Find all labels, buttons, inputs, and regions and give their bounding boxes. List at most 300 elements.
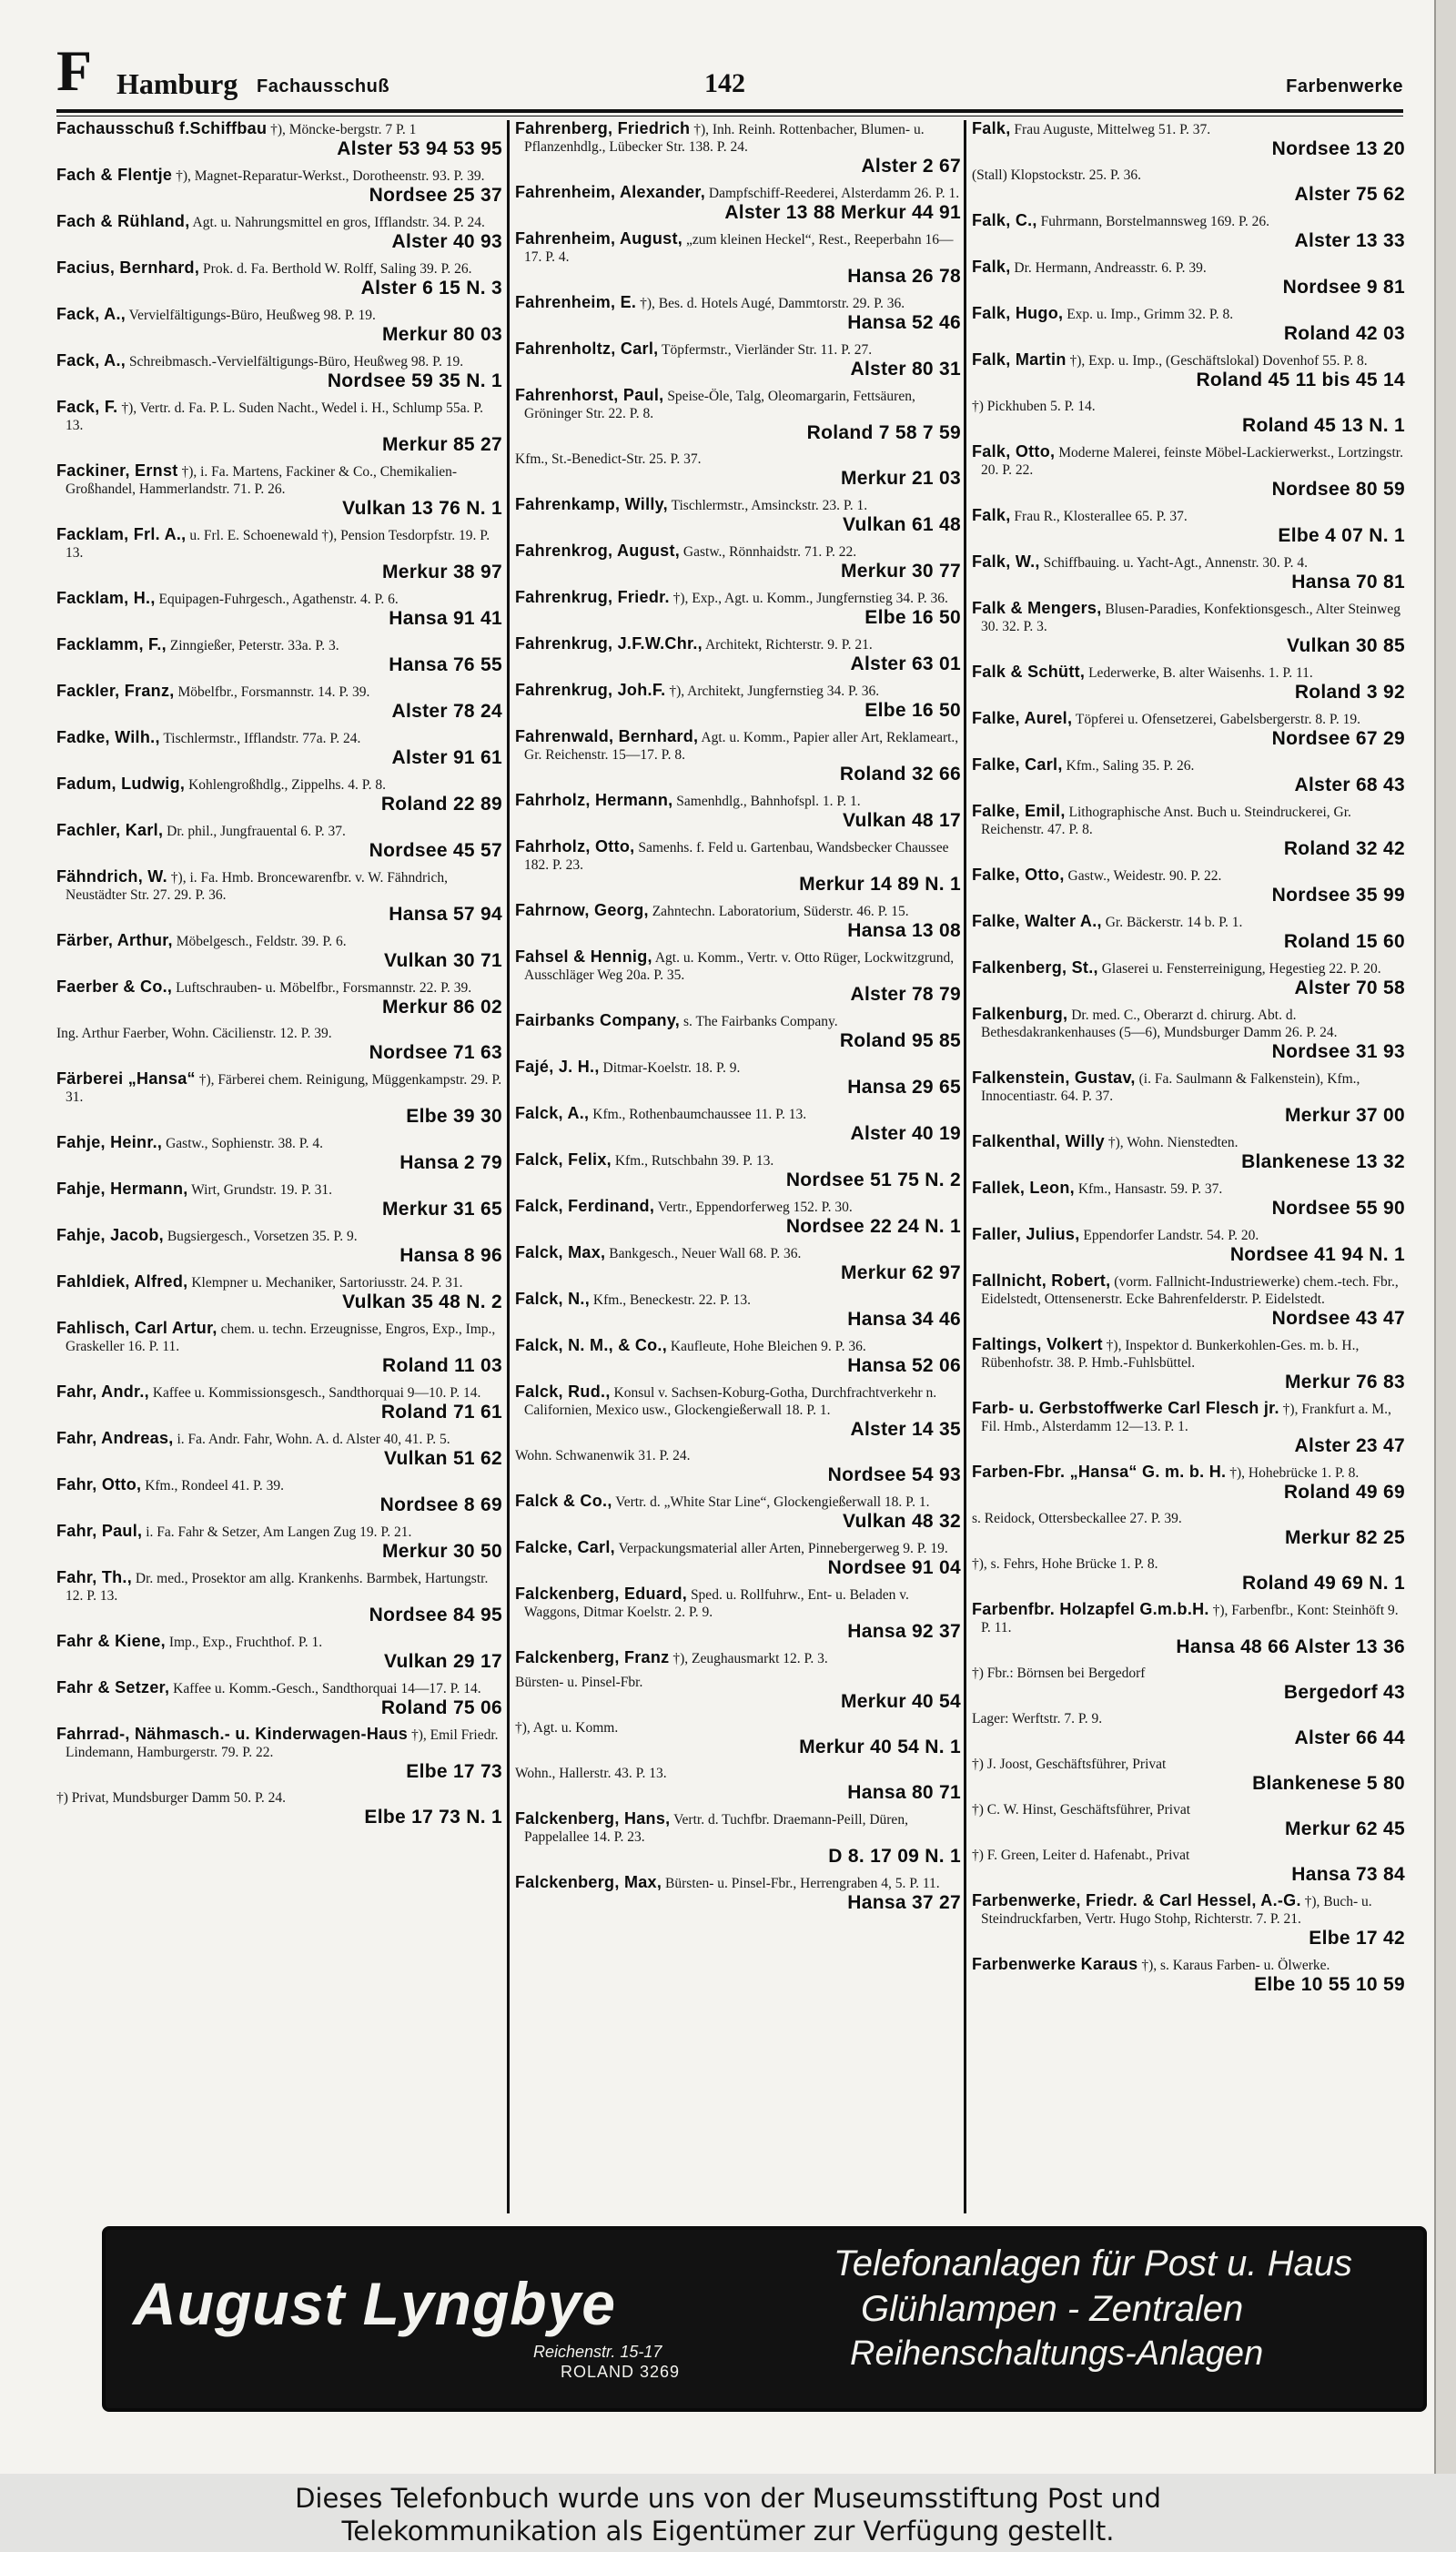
- entry-details: †), i. Fa. Hmb. Broncewarenfbr. v. W. Fähndrich, Neustädter Str. 27. 29. P. 36.: [66, 870, 448, 903]
- entry-name: Falkenberg, St.,: [972, 958, 1098, 977]
- entry-phone: Merkur 40 54 N. 1: [799, 1737, 961, 1757]
- entry-phone: Roland 71 61: [380, 1402, 502, 1423]
- entry-name: Fachler, Karl,: [56, 821, 164, 839]
- ad-service-line: Glühlampen - Zentralen: [861, 2289, 1244, 2329]
- entry-details: (i. Fa. Saulmann & Falkenstein), Kfm., Innocentiastr. 64. P. 37.: [981, 1071, 1360, 1104]
- listing-entry: [56, 729, 502, 769]
- entry-phone: Roland 49 69: [1283, 1482, 1405, 1503]
- listing-entry: [972, 959, 1405, 999]
- listing-entry: [515, 1765, 961, 1804]
- entry-details: Zahntechn. Laboratorium, Süderstr. 46. P. 15.: [652, 904, 909, 919]
- entry-name: Falckenberg, Eduard,: [515, 1585, 688, 1603]
- listing-entry: [972, 1180, 1405, 1220]
- listing-entry: [56, 1523, 502, 1563]
- entry-details: †), Buch- u. Steindruckfarben, Vertr. Hugo Stohp, Richterstr. 7. P. 21.: [981, 1894, 1372, 1927]
- entry-name: Falck & Co.,: [515, 1492, 612, 1510]
- entry-name: Falk, C.,: [972, 211, 1037, 229]
- listing-entry: [515, 230, 961, 288]
- entry-phone: Nordsee 80 59: [1271, 479, 1405, 500]
- entry-details: Kfm., Rothenbaumchaussee 11. P. 13.: [592, 1107, 807, 1122]
- entry-details: Verpackungsmaterial aller Arten, Pinnebergerweg 9. P. 19.: [618, 1541, 948, 1556]
- header-rule: [56, 109, 1403, 113]
- entry-details: †), Emil Friedr. Lindemann, Hamburgerstr. 79. P. 22.: [66, 1727, 499, 1760]
- listing-entry: [56, 1273, 502, 1313]
- entry-name: Fahr, Paul,: [56, 1522, 143, 1540]
- listing-column-3: [972, 120, 1405, 2213]
- entry-name: Fadke, Wilh.,: [56, 728, 160, 746]
- ad-service-line: Telefonanlagen für Post u. Haus: [834, 2243, 1353, 2284]
- entry-details: Equipagen-Fuhrgesch., Agathenstr. 4. P. 6.: [158, 592, 399, 607]
- entry-name: Fahlisch, Carl Artur,: [56, 1319, 217, 1337]
- entry-phone: Merkur 30 77: [840, 561, 961, 582]
- entry-name: Fahrenkrug, J.F.W.Chr.,: [515, 634, 703, 653]
- entry-details: Kohlengroßhdlg., Zippelhs. 4. P. 8.: [188, 777, 387, 793]
- entry-name: Falck, Max,: [515, 1243, 606, 1261]
- entry-details: i. Fa. Fahr & Setzer, Am Langen Zug 19. P. 21.: [146, 1524, 412, 1540]
- footer-line: Dieses Telefonbuch wurde uns von der Museumsstiftung Post und: [295, 2483, 1161, 2514]
- entry-phone: Alster 2 67: [861, 156, 961, 177]
- entry-details: chem. u. techn. Erzeugnisse, Engros, Exp., Imp., Graskeller 16. P. 11.: [66, 1322, 496, 1354]
- entry-name: Facius, Bernhard,: [56, 258, 200, 277]
- entry-details: Agt. u. Komm., Vertr. v. Otto Rüger, Lockwitzgrund, Ausschläger Weg 20a. P. 35.: [524, 950, 955, 983]
- entry-phone: Alster 40 19: [850, 1123, 961, 1144]
- entry-name: Falk, W.,: [972, 552, 1040, 571]
- listing-entry: [515, 838, 961, 896]
- entry-name: Fahrenheim, E.: [515, 293, 637, 311]
- entry-name: Falck, Rud.,: [515, 1382, 611, 1401]
- entry-details: Imp., Exp., Fruchthof. P. 1.: [168, 1635, 323, 1650]
- entry-details: †), Exp., Agt. u. Komm., Jungfernstieg 34. P. 36.: [672, 591, 948, 606]
- entry-phone: Nordsee 84 95: [369, 1605, 502, 1625]
- entry-name: Falck, Ferdinand,: [515, 1197, 655, 1215]
- listing-entry: [56, 1025, 502, 1064]
- listing-entry: [972, 1336, 1405, 1393]
- entry-details: Schiffbauing. u. Yacht-Agt., Annenstr. 30. P. 4.: [1043, 555, 1308, 571]
- listing-entry: [515, 682, 961, 722]
- entry-phone: Nordsee 8 69: [379, 1494, 502, 1515]
- listing-entry: [972, 1956, 1405, 1996]
- entry-details: Tischlermstr., Ifflandstr. 77a. P. 24.: [163, 731, 361, 746]
- entry-phone: Roland 15 60: [1283, 931, 1405, 952]
- entry-name: Falkenburg,: [972, 1005, 1068, 1023]
- entry-phone: Roland 32 66: [839, 764, 961, 785]
- entry-phone: Roland 95 85: [839, 1030, 961, 1051]
- listing-entry: [56, 120, 502, 160]
- entry-details: Lithographische Anst. Buch u. Steindruckerei, Gr. Reichenstr. 47. P. 8.: [981, 805, 1351, 837]
- entry-details: Samenhdlg., Bahnhofspl. 1. P. 1.: [676, 794, 861, 809]
- entry-details: Vertr. d. Tuchfbr. Draemann-Peill, Düren, Pappelallee 14. P. 23.: [524, 1812, 908, 1845]
- entry-phone: Merkur 80 03: [381, 324, 502, 345]
- listing-entry: [515, 1874, 961, 1914]
- listing-entry: [972, 600, 1405, 657]
- entry-details: Ditmar-Koelstr. 18. P. 9.: [602, 1060, 741, 1076]
- entry-details: Gastw., Weidestr. 90. P. 22.: [1067, 868, 1222, 884]
- entry-phone: Alster 78 24: [391, 701, 502, 722]
- entry-phone: Merkur 21 03: [840, 468, 961, 489]
- entry-phone: Hansa 48 66 Alster 13 36: [1176, 1636, 1405, 1657]
- listing-entry: [56, 399, 502, 456]
- entry-phone: Nordsee 54 93: [827, 1464, 961, 1485]
- entry-name: Falk,: [972, 258, 1011, 276]
- listing-entry: [972, 553, 1405, 593]
- listing-entry: [972, 1069, 1405, 1127]
- entry-phone: Nordsee 13 20: [1271, 138, 1405, 159]
- entry-name: Fahje, Jacob,: [56, 1226, 164, 1244]
- listing-entry: [515, 1539, 961, 1579]
- entry-name: Farbenwerke, Friedr. & Carl Hessel, A.-G.: [972, 1891, 1301, 1909]
- entry-details: †) Fbr.: Börnsen bei Bergedorf: [972, 1666, 1146, 1681]
- entry-name: Falkenstein, Gustav,: [972, 1068, 1136, 1087]
- entry-name: Falckenberg, Franz: [515, 1648, 670, 1666]
- listing-entry: [515, 1447, 961, 1486]
- entry-details: Kfm., Saling 35. P. 26.: [1066, 758, 1195, 774]
- listing-entry: [515, 184, 961, 224]
- entry-details: Frau Auguste, Mittelweg 51. P. 37.: [1014, 122, 1211, 137]
- listing-entry: [515, 451, 961, 490]
- entry-name: Fahldiek, Alfred,: [56, 1272, 188, 1291]
- entry-details: †), Wohn. Nienstedten.: [1107, 1135, 1239, 1150]
- listing-entry: [515, 1810, 961, 1868]
- entry-details: Prok. d. Fa. Berthold W. Rolff, Saling 39. P. 26.: [203, 261, 472, 277]
- entry-details: (Stall) Klopstockstr. 25. P. 36.: [972, 167, 1142, 183]
- entry-details: Zinngießer, Peterstr. 33a. P. 3.: [169, 638, 339, 653]
- listing-entry: [972, 258, 1405, 299]
- entry-phone: Hansa 8 96: [399, 1245, 502, 1266]
- listing-entry: [972, 1601, 1405, 1658]
- entry-details: †) F. Green, Leiter d. Hafenabt., Privat: [972, 1848, 1190, 1863]
- entry-details: Kfm., Beneckestr. 22. P. 13.: [592, 1292, 751, 1308]
- listing-entry: [56, 259, 502, 299]
- entry-phone: Roland 22 89: [380, 794, 502, 815]
- entry-name: Falck, N. M., & Co.,: [515, 1336, 668, 1354]
- entry-phone: Roland 45 11 bis 45 14: [1196, 370, 1405, 390]
- listing-entry: [515, 1674, 961, 1713]
- entry-phone: Vulkan 61 48: [842, 514, 961, 535]
- entry-details: †), Bes. d. Hotels Augé, Dammtorstr. 29. P. 36.: [640, 296, 905, 311]
- listing-entry: [515, 1493, 961, 1533]
- entry-phone: Merkur 30 50: [381, 1541, 502, 1562]
- listing-entry: [515, 1383, 961, 1441]
- entry-details: Eppendorfer Landstr. 54. P. 20.: [1083, 1228, 1259, 1243]
- entry-name: Fackiner, Ernst: [56, 461, 178, 480]
- entry-name: Facklam, H.,: [56, 589, 156, 607]
- entry-phone: Merkur 40 54: [840, 1691, 961, 1712]
- entry-name: Falke, Walter A.,: [972, 912, 1102, 930]
- entry-details: Tischlermstr., Amsinckstr. 23. P. 1.: [671, 498, 868, 513]
- listing-entry: [56, 590, 502, 630]
- entry-details: Kfm., Rondeel 41. P. 39.: [145, 1478, 285, 1494]
- entry-details: †), Frankfurt a. M., Fil. Hmb., Alsterdamm 12—13. P. 1.: [981, 1402, 1391, 1434]
- entry-details: Gastw., Sophienstr. 38. P. 4.: [166, 1136, 324, 1151]
- entry-details: Dr. med. C., Oberarzt d. chirurg. Abt. d. Bethesdakrankenhauses (5—6), Mundsburger Damm 26. P. 24.: [981, 1008, 1338, 1040]
- entry-name: Fahrnow, Georg,: [515, 901, 649, 919]
- entry-details: Kfm., St.-Benedict-Str. 25. P. 37.: [515, 451, 702, 467]
- listing-entry: [56, 462, 502, 520]
- entry-phone: Nordsee 91 04: [827, 1557, 961, 1578]
- entry-details: †), s. Fehrs, Hohe Brücke 1. P. 8.: [972, 1556, 1158, 1572]
- entry-phone: Alster 13 88 Merkur 44 91: [724, 202, 961, 223]
- entry-phone: Roland 75 06: [380, 1697, 502, 1718]
- entry-details: Töpfermstr., Vierländer Str. 11. P. 27.: [662, 342, 873, 358]
- listing-entry: [972, 710, 1405, 750]
- listing-entry: [56, 683, 502, 723]
- entry-phone: Blankenese 13 32: [1241, 1151, 1405, 1172]
- entry-details: Luftschrauben- u. Möbelfbr., Forsmannstr. 22. P. 39.: [176, 980, 472, 996]
- entry-phone: Roland 3 92: [1294, 682, 1405, 703]
- entry-details: Bürsten- u. Pinsel-Fbr.: [515, 1675, 643, 1690]
- entry-name: Falk, Martin: [972, 350, 1067, 369]
- entry-name: Fallnicht, Robert,: [972, 1271, 1111, 1290]
- entry-phone: Hansa 52 06: [847, 1355, 961, 1376]
- entry-name: Fahr & Setzer,: [56, 1678, 170, 1696]
- entry-details: Töpferei u. Ofensetzerei, Gabelsbergerstr. 8. P. 19.: [1075, 712, 1360, 727]
- entry-phone: Alster 63 01: [850, 653, 961, 674]
- entry-details: †) J. Joost, Geschäftsführer, Privat: [972, 1757, 1167, 1772]
- entry-details: †), s. Karaus Farben- u. Ölwerke.: [1141, 1958, 1330, 1973]
- entry-phone: Hansa 34 46: [847, 1309, 961, 1330]
- entry-phone: Alster 78 79: [850, 984, 961, 1005]
- entry-phone: Alster 91 61: [391, 747, 502, 768]
- entry-details: †), Exp. u. Imp., (Geschäftslokal) Dovenhof 55. P. 8.: [1069, 353, 1368, 369]
- entry-name: Falke, Aurel,: [972, 709, 1073, 727]
- listing-entry: [972, 1133, 1405, 1173]
- entry-details: i. Fa. Andr. Fahr, Wohn. A. d. Alster 40, 41. P. 5.: [177, 1432, 450, 1447]
- listing-entry: [56, 306, 502, 346]
- listing-entry: [56, 167, 502, 207]
- listing-entry: [972, 120, 1405, 160]
- entry-details: Frau R., Klosterallee 65. P. 37.: [1014, 509, 1188, 524]
- entry-name: Falk,: [972, 120, 1011, 137]
- listing-entry: [515, 635, 961, 675]
- listing-entry: [56, 978, 502, 1018]
- entry-phone: Nordsee 67 29: [1271, 728, 1405, 749]
- entry-phone: Merkur 37 00: [1284, 1105, 1405, 1126]
- entry-name: Fadum, Ludwig,: [56, 775, 186, 793]
- listing-entry: [972, 1710, 1405, 1749]
- listing-entry: [515, 1151, 961, 1191]
- entry-name: Fack, F.: [56, 398, 118, 416]
- entry-details: s. The Fairbanks Company.: [683, 1014, 838, 1029]
- entry-phone: Alster 53 94 53 95: [337, 138, 502, 159]
- entry-phone: Vulkan 30 71: [383, 950, 502, 971]
- listing-entry: [515, 1058, 961, 1099]
- entry-phone: Vulkan 51 62: [383, 1448, 502, 1469]
- entry-details: s. Reidock, Ottersbeckallee 27. P. 39.: [972, 1511, 1182, 1526]
- listing-entry: [515, 387, 961, 444]
- listing-entry: [972, 507, 1405, 547]
- entry-details: Lager: Werftstr. 7. P. 9.: [972, 1711, 1103, 1727]
- entry-details: Bürsten- u. Pinsel-Fbr., Herrengraben 4, 5. P. 11.: [665, 1876, 940, 1891]
- entry-name: Fahrenkamp, Willy,: [515, 495, 668, 513]
- entry-phone: Hansa 73 84: [1291, 1864, 1405, 1885]
- entry-details: Kaffee u. Kommissionsgesch., Sandthorquai 9—10. P. 14.: [152, 1385, 481, 1401]
- listing-entry: [515, 902, 961, 942]
- entry-details: Möbelfbr., Forsmannstr. 14. P. 39.: [177, 684, 370, 700]
- entry-details: †) Pickhuben 5. P. 14.: [972, 399, 1096, 414]
- entry-phone: Nordsee 31 93: [1271, 1041, 1405, 1062]
- ad-phone: ROLAND 3269: [561, 2363, 681, 2381]
- entry-name: Faltings, Volkert: [972, 1335, 1103, 1353]
- entry-name: Falk & Mengers,: [972, 599, 1102, 617]
- listing-entry: [56, 932, 502, 972]
- entry-name: Fahrenberg, Friedrich: [515, 120, 691, 137]
- listing-entry: [972, 1892, 1405, 1949]
- entry-phone: Nordsee 43 47: [1271, 1308, 1405, 1329]
- entry-phone: Bergedorf 43: [1283, 1682, 1405, 1703]
- entry-phone: Merkur 62 97: [840, 1262, 961, 1283]
- listing-entry: [972, 398, 1405, 437]
- entry-details: Möbelgesch., Feldstr. 39. P. 6.: [176, 934, 347, 949]
- entry-name: Falke, Carl,: [972, 755, 1063, 774]
- entry-phone: Elbe 17 73 N. 1: [364, 1807, 502, 1828]
- entry-details: Ing. Arthur Faerber, Wohn. Cäcilienstr. 12. P. 39.: [56, 1026, 332, 1041]
- entry-phone: Roland 49 69 N. 1: [1242, 1573, 1405, 1594]
- entry-details: Exp. u. Imp., Grimm 32. P. 8.: [1067, 307, 1234, 322]
- entry-phone: Hansa 80 71: [847, 1782, 961, 1803]
- entry-phone: Elbe 39 30: [406, 1106, 502, 1127]
- listing-entry: [56, 1679, 502, 1719]
- column-divider: [507, 120, 510, 2213]
- listing-entry: [56, 1383, 502, 1423]
- entry-details: Blusen-Paradies, Konfektionsgesch., Alter Steinweg 30. 32. P. 3.: [981, 602, 1400, 634]
- listing-entry: [972, 1272, 1405, 1330]
- listing-column-2: [515, 120, 961, 2213]
- entry-name: Falckenberg, Max,: [515, 1873, 662, 1891]
- listing-entry: [515, 120, 961, 177]
- entry-name: Färberei „Hansa“: [56, 1069, 196, 1088]
- entry-name: Fackler, Franz,: [56, 682, 175, 700]
- entry-name: Farb- u. Gerbstoffwerke Carl Flesch jr.: [972, 1399, 1279, 1417]
- entry-name: Falckenberg, Hans,: [515, 1809, 671, 1828]
- entry-details: Glaserei u. Fensterreinigung, Hegestieg 22. P. 20.: [1101, 961, 1381, 977]
- listing-entry: [56, 1430, 502, 1470]
- listing-entry: [515, 728, 961, 785]
- entry-phone: Merkur 62 45: [1284, 1818, 1405, 1839]
- listing-entry: [515, 792, 961, 832]
- entry-name: Faerber & Co.,: [56, 977, 173, 996]
- entry-phone: Hansa 37 27: [847, 1892, 961, 1913]
- entry-details: Fuhrmann, Borstelmannsweg 169. P. 26.: [1040, 214, 1270, 229]
- listing-entry: [56, 352, 502, 392]
- entry-phone: Vulkan 35 48 N. 2: [342, 1291, 502, 1312]
- entry-details: †), Farbenfbr., Kont: Steinhöft 9. P. 11.: [981, 1603, 1399, 1636]
- entry-name: Fahrenwald, Bernhard,: [515, 727, 699, 745]
- entry-name: Fahr, Th.,: [56, 1568, 133, 1586]
- entry-name: Fachausschuß f.Schiffbau: [56, 120, 268, 137]
- listing-entry: [972, 212, 1405, 252]
- entry-phone: Alster 13 33: [1294, 230, 1405, 251]
- listing-entry: [972, 1665, 1405, 1704]
- entry-phone: Merkur 85 27: [381, 434, 502, 455]
- entry-details: u. Frl. E. Schoenewald †), Pension Tesdorpfstr. 19. P. 13.: [66, 528, 490, 561]
- entry-phone: Hansa 57 94: [389, 904, 502, 925]
- entry-phone: Nordsee 35 99: [1271, 885, 1405, 906]
- last-entry-keyword: Farbenwerke: [1286, 76, 1403, 96]
- entry-details: Bugsiergesch., Vorsetzen 35. P. 9.: [167, 1229, 358, 1244]
- entry-phone: Elbe 16 50: [864, 607, 961, 628]
- listing-entry: [515, 542, 961, 582]
- entry-details: †), Magnet-Reparatur-Werkst., Dorotheenstr. 93. P. 39.: [176, 168, 485, 184]
- entry-name: Falcke, Carl,: [515, 1538, 615, 1556]
- entry-details: Konsul v. Sachsen-Koburg-Gotha, Durchfrachtverkehr n. Californien, Mexico usw., Glockengießerwall 18. P. 1.: [524, 1385, 937, 1418]
- entry-name: Farbenfbr. Holzapfel G.m.b.H.: [972, 1600, 1209, 1618]
- next-page-edge: [1434, 0, 1456, 2474]
- listing-entry: [515, 496, 961, 536]
- listing-entry: [515, 1337, 961, 1377]
- entry-phone: Nordsee 41 94 N. 1: [1229, 1244, 1405, 1265]
- listing-entry: [56, 1726, 502, 1783]
- entry-name: Falck, A.,: [515, 1104, 590, 1122]
- listing-entry: [56, 1476, 502, 1516]
- entry-phone: Hansa 76 55: [389, 654, 502, 675]
- entry-details: †), Zeughausmarkt 12. P. 3.: [672, 1651, 828, 1666]
- listing-entry: [56, 1633, 502, 1673]
- entry-details: †), Hohebrücke 1. P. 8.: [1229, 1465, 1360, 1481]
- entry-details: Klempner u. Mechaniker, Sartoriusstr. 24. P. 31.: [191, 1275, 463, 1291]
- entry-phone: Alster 6 15 N. 3: [360, 278, 502, 299]
- listing-entry: [56, 822, 502, 862]
- entry-phone: Elbe 16 50: [864, 700, 961, 721]
- entry-details: Wohn., Hallerstr. 43. P. 13.: [515, 1766, 667, 1781]
- entry-details: Dampfschiff-Reederei, Alsterdamm 26. P. 1.: [708, 186, 960, 201]
- entry-details: „zum kleinen Heckel“, Rest., Reeperbahn 16—17. P. 4.: [524, 232, 954, 265]
- listing-entry: [56, 636, 502, 676]
- entry-phone: Elbe 17 73: [406, 1761, 502, 1782]
- listing-entry: [56, 1320, 502, 1377]
- listing-entry: [515, 1649, 961, 1667]
- entry-details: Sped. u. Rollfuhrw., Ent- u. Beladen v. Waggons, Ditmar Koelstr. 2. P. 9.: [524, 1587, 909, 1620]
- entry-name: Fairbanks Company,: [515, 1011, 681, 1029]
- entry-name: Fahrenkrug, Friedr.: [515, 588, 670, 606]
- entry-phone: Hansa 2 79: [399, 1152, 502, 1173]
- listing-entry: [972, 1510, 1405, 1549]
- entry-phone: Alster 68 43: [1294, 775, 1405, 795]
- entry-phone: Merkur 76 83: [1284, 1372, 1405, 1392]
- column-divider: [964, 120, 966, 2213]
- entry-details: †), Möncke-bergstr. 7 P. 1: [270, 122, 417, 137]
- entry-name: Falk & Schütt,: [972, 663, 1086, 681]
- entry-phone: Alster 80 31: [850, 359, 961, 380]
- entry-name: Fahrenkrug, Joh.F.: [515, 681, 666, 699]
- entry-name: Facklamm, F.,: [56, 635, 167, 653]
- entry-name: Fahr & Kiene,: [56, 1632, 166, 1650]
- entry-name: Fack, A.,: [56, 351, 126, 370]
- listing-entry: [56, 1789, 502, 1828]
- entry-details: Kaufleute, Hohe Bleichen 9. P. 36.: [670, 1339, 866, 1354]
- entry-details: Samenhs. f. Feld u. Gartenbau, Wandsbecker Chaussee 182. P. 23.: [524, 840, 949, 873]
- listing-entry: [972, 663, 1405, 704]
- entry-name: Fach & Flentje: [56, 166, 173, 184]
- entry-phone: Alster 66 44: [1294, 1727, 1405, 1748]
- entry-details: Gastw., Rönnhaidstr. 71. P. 22.: [682, 544, 857, 560]
- entry-name: Färber, Arthur,: [56, 931, 173, 949]
- entry-name: Fahrholz, Otto,: [515, 837, 635, 856]
- entry-details: †), Inh. Reinh. Rottenbacher, Blumen- u. Pflanzenhdlg., Lübecker Str. 138. P. 24.: [524, 122, 925, 155]
- entry-details: Lederwerke, B. alter Waisenhs. 1. P. 11.: [1088, 665, 1313, 681]
- listing-entry: [515, 294, 961, 334]
- entry-details: †), Inspektor d. Bunkerkohlen-Ges. m. b. H., Rübenhofstr. 38. P. Hmb.-Fuhlsbüttel.: [981, 1338, 1360, 1371]
- entry-name: Falck, N.,: [515, 1290, 591, 1308]
- listing-entry: [972, 803, 1405, 860]
- entry-name: Faller, Julius,: [972, 1225, 1080, 1243]
- entry-phone: Roland 7 58 7 59: [806, 422, 961, 443]
- listing-entry: [972, 1226, 1405, 1266]
- entry-name: Fach & Rühland,: [56, 212, 190, 230]
- entry-name: Fajé, J. H.,: [515, 1058, 600, 1076]
- entry-name: Fahr, Otto,: [56, 1475, 142, 1494]
- page-header: [56, 38, 1403, 111]
- entry-name: Fahrrad-, Nähmasch.- u. Kinderwagen-Haus: [56, 1725, 409, 1743]
